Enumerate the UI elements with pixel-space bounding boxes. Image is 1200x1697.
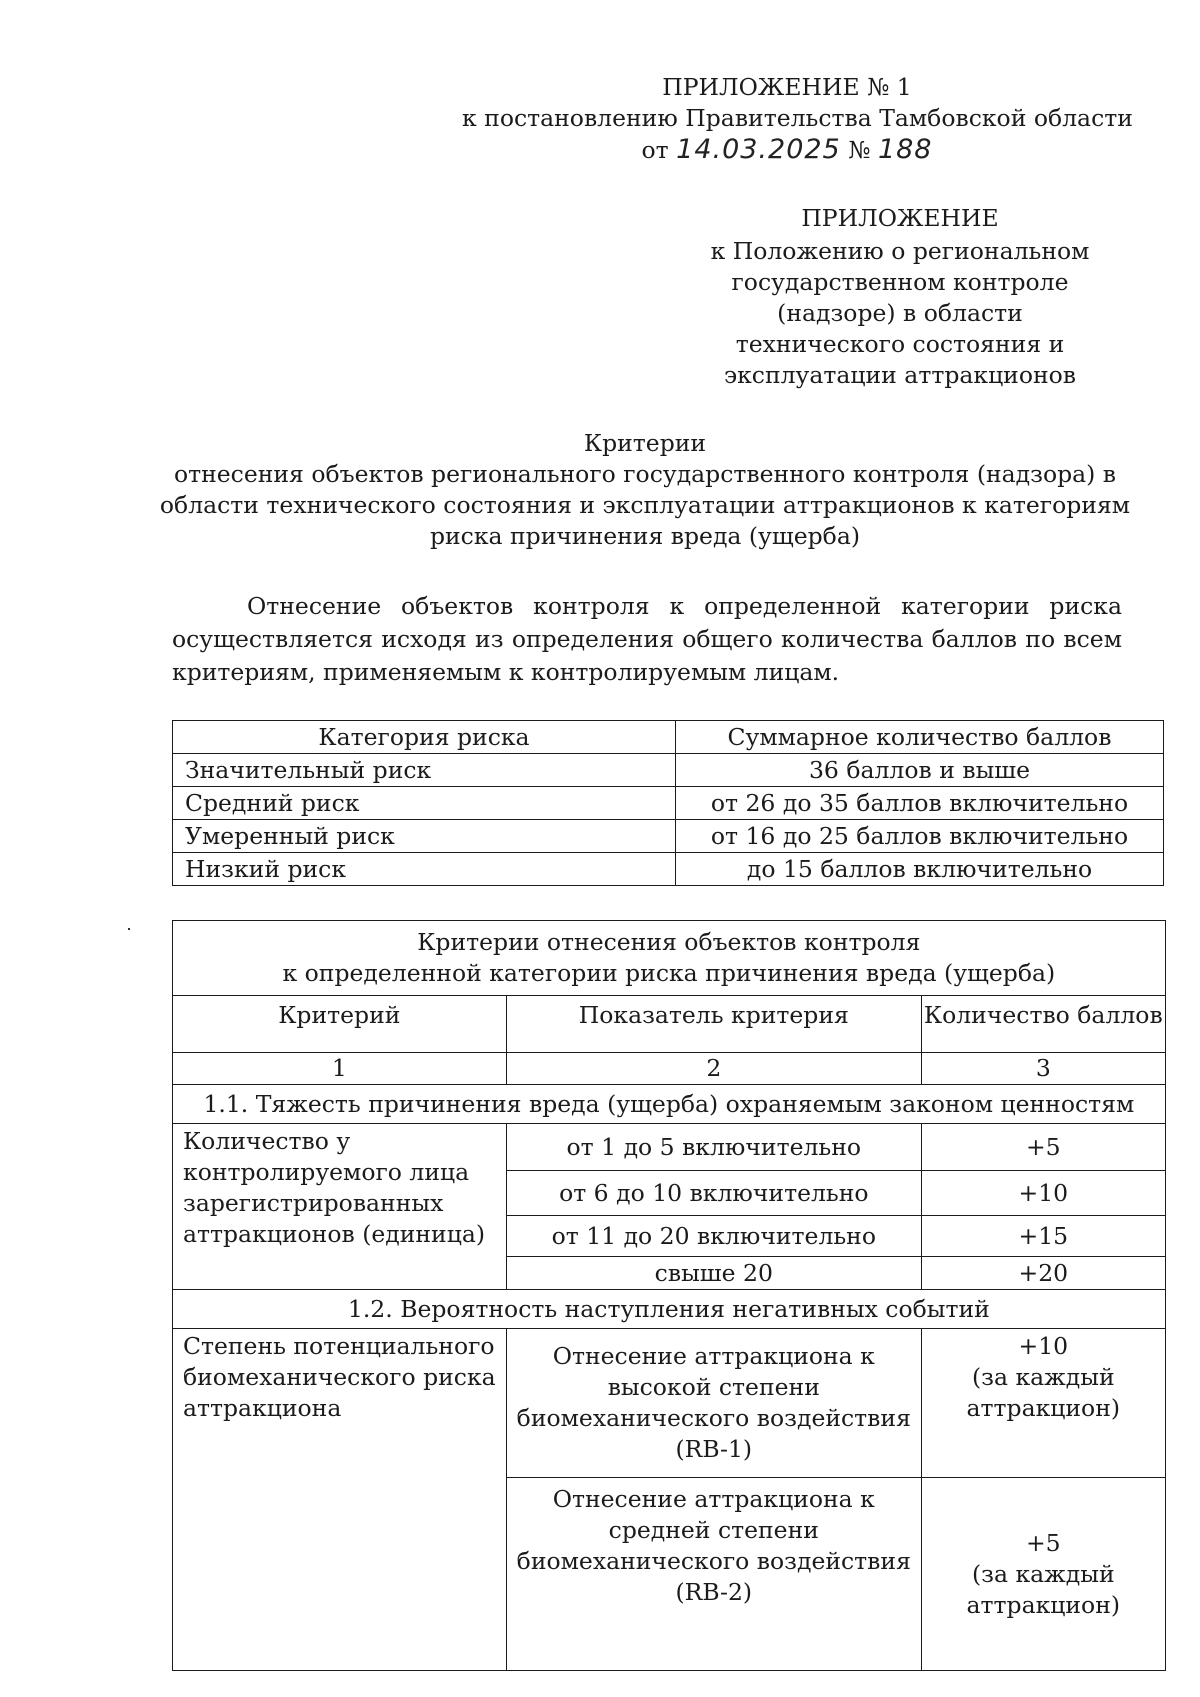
indicator-line: средней степени xyxy=(608,1516,819,1544)
resolution-reference xyxy=(462,72,1133,166)
document-title xyxy=(150,428,1140,552)
points-line: (за каждый xyxy=(971,1559,1115,1588)
criterion-line: аттракционов (единица) xyxy=(183,1220,486,1248)
scan-speck xyxy=(128,928,130,930)
criterion-line: биомеханического риска xyxy=(183,1363,496,1391)
intro-line: Отнесение объектов контроля к определенной категории риска xyxy=(247,592,1122,620)
indicator-line: (RB-2) xyxy=(675,1578,753,1606)
title-line: риска причинения вреда (ущерба) xyxy=(429,522,861,550)
table-header-row xyxy=(173,721,1164,754)
indicator-cell xyxy=(506,1478,921,1671)
points-cell: +5 xyxy=(921,1124,1165,1171)
title-heading: Критерии xyxy=(583,429,707,457)
appendix-line: технического состояния и xyxy=(735,330,1065,358)
points-cell: +15 xyxy=(921,1216,1165,1257)
header-total-points: Суммарное количество баллов xyxy=(676,721,1164,754)
points-line: (за каждый xyxy=(971,1363,1115,1391)
points-cell: до 15 баллов включительно xyxy=(676,853,1164,886)
indicator-line: биомеханического воздействия xyxy=(516,1547,911,1575)
points-cell: 36 баллов и выше xyxy=(676,754,1164,787)
risk-category-table xyxy=(172,720,1164,886)
appendix-line: эксплуатации аттракционов xyxy=(723,361,1077,389)
appendix-line: государственном контроле xyxy=(731,268,1069,296)
criterion-cell xyxy=(173,1329,507,1671)
handwritten-number: 188 xyxy=(877,134,933,165)
points-line: +10 xyxy=(1018,1332,1069,1360)
appendix-title: ПРИЛОЖЕНИЕ xyxy=(801,204,999,232)
indicator-cell: от 1 до 5 включительно xyxy=(506,1124,921,1171)
risk-category-cell: Умеренный риск xyxy=(173,820,676,853)
appendix-line: (надзоре) в области xyxy=(777,299,1023,327)
indicator-cell: свыше 20 xyxy=(506,1257,921,1290)
risk-category-cell: Низкий риск xyxy=(173,853,676,886)
points-line: аттракцион) xyxy=(966,1394,1121,1422)
points-cell: от 26 до 35 баллов включительно xyxy=(676,787,1164,820)
date-prefix: от xyxy=(641,136,669,164)
intro-paragraph xyxy=(172,590,1122,689)
criteria-title-line: к определенной категории риска причинения вреда (ущерба) xyxy=(282,959,1056,987)
criterion-line: Количество у xyxy=(183,1127,351,1155)
indicator-cell xyxy=(506,1329,921,1478)
criteria-title-line: Критерии отнесения объектов контроля xyxy=(417,928,921,956)
indicator-line: биомеханического воздействия xyxy=(516,1404,911,1432)
header-criterion: Критерий xyxy=(173,996,507,1053)
criteria-title-row xyxy=(173,921,1166,996)
points-line: аттракцион) xyxy=(966,1590,1121,1619)
points-cell: от 16 до 25 баллов включительно xyxy=(676,820,1164,853)
criterion-line: аттракциона xyxy=(183,1394,342,1422)
criterion-line: контролируемого лица xyxy=(183,1158,470,1186)
indicator-cell: от 6 до 10 включительно xyxy=(506,1171,921,1216)
points-cell: +10 xyxy=(921,1171,1165,1216)
indicator-cell: от 11 до 20 включительно xyxy=(506,1216,921,1257)
indicator-line: Отнесение аттракциона к xyxy=(552,1485,875,1513)
indicator-line: высокой степени xyxy=(607,1373,820,1401)
date-line xyxy=(462,134,1112,166)
points-cell xyxy=(921,1478,1165,1671)
title-line: отнесения объектов регионального государственного контроля (надзора) в xyxy=(173,460,1117,488)
table-row xyxy=(173,754,1164,787)
number-prefix: № xyxy=(848,136,871,164)
table-row xyxy=(173,1329,1166,1478)
appendix-line: к Положению о региональном xyxy=(710,237,1090,265)
section-title: 1.1. Тяжесть причинения вреда (ущерба) охраняемым законом ценностям xyxy=(173,1085,1166,1124)
risk-category-cell: Средний риск xyxy=(173,787,676,820)
indicator-line: Отнесение аттракциона к xyxy=(552,1342,875,1370)
criterion-line: зарегистрированных xyxy=(183,1189,444,1217)
criteria-table xyxy=(172,920,1166,1671)
intro-line: осуществляется исходя из определения общего количества баллов по всем xyxy=(172,625,1122,653)
header-indicator: Показатель критерия xyxy=(506,996,921,1053)
appendix-number: ПРИЛОЖЕНИЕ № 1 xyxy=(662,73,912,101)
points-cell xyxy=(921,1329,1165,1478)
header-points: Количество баллов xyxy=(921,996,1165,1053)
section-row xyxy=(173,1085,1166,1124)
column-number: 2 xyxy=(506,1053,921,1085)
table-header-row xyxy=(173,996,1166,1053)
table-row xyxy=(173,787,1164,820)
table-row xyxy=(173,853,1164,886)
handwritten-date: 14.03.2025 xyxy=(676,134,841,165)
appendix-reference xyxy=(700,203,1100,391)
criterion-line: Степень потенциального xyxy=(183,1332,495,1360)
points-line: +5 xyxy=(1025,1528,1061,1557)
column-number: 1 xyxy=(173,1053,507,1085)
resolution-line: к постановлению Правительства Тамбовской области xyxy=(462,104,1133,132)
section-title: 1.2. Вероятность наступления негативных событий xyxy=(173,1290,1166,1329)
indicator-line: (RB-1) xyxy=(675,1435,753,1463)
criterion-cell xyxy=(173,1124,507,1290)
section-row xyxy=(173,1290,1166,1329)
risk-category-cell: Значительный риск xyxy=(173,754,676,787)
table-row xyxy=(173,1124,1166,1171)
intro-line: критериям, применяемым к контролируемым лицам. xyxy=(172,658,840,686)
points-cell: +20 xyxy=(921,1257,1165,1290)
title-line: области технического состояния и эксплуатации аттракционов к категориям xyxy=(159,491,1131,519)
column-number-row xyxy=(173,1053,1166,1085)
column-number: 3 xyxy=(921,1053,1165,1085)
header-risk-category: Категория риска xyxy=(173,721,676,754)
table-row xyxy=(173,820,1164,853)
criteria-title-cell xyxy=(173,921,1166,996)
